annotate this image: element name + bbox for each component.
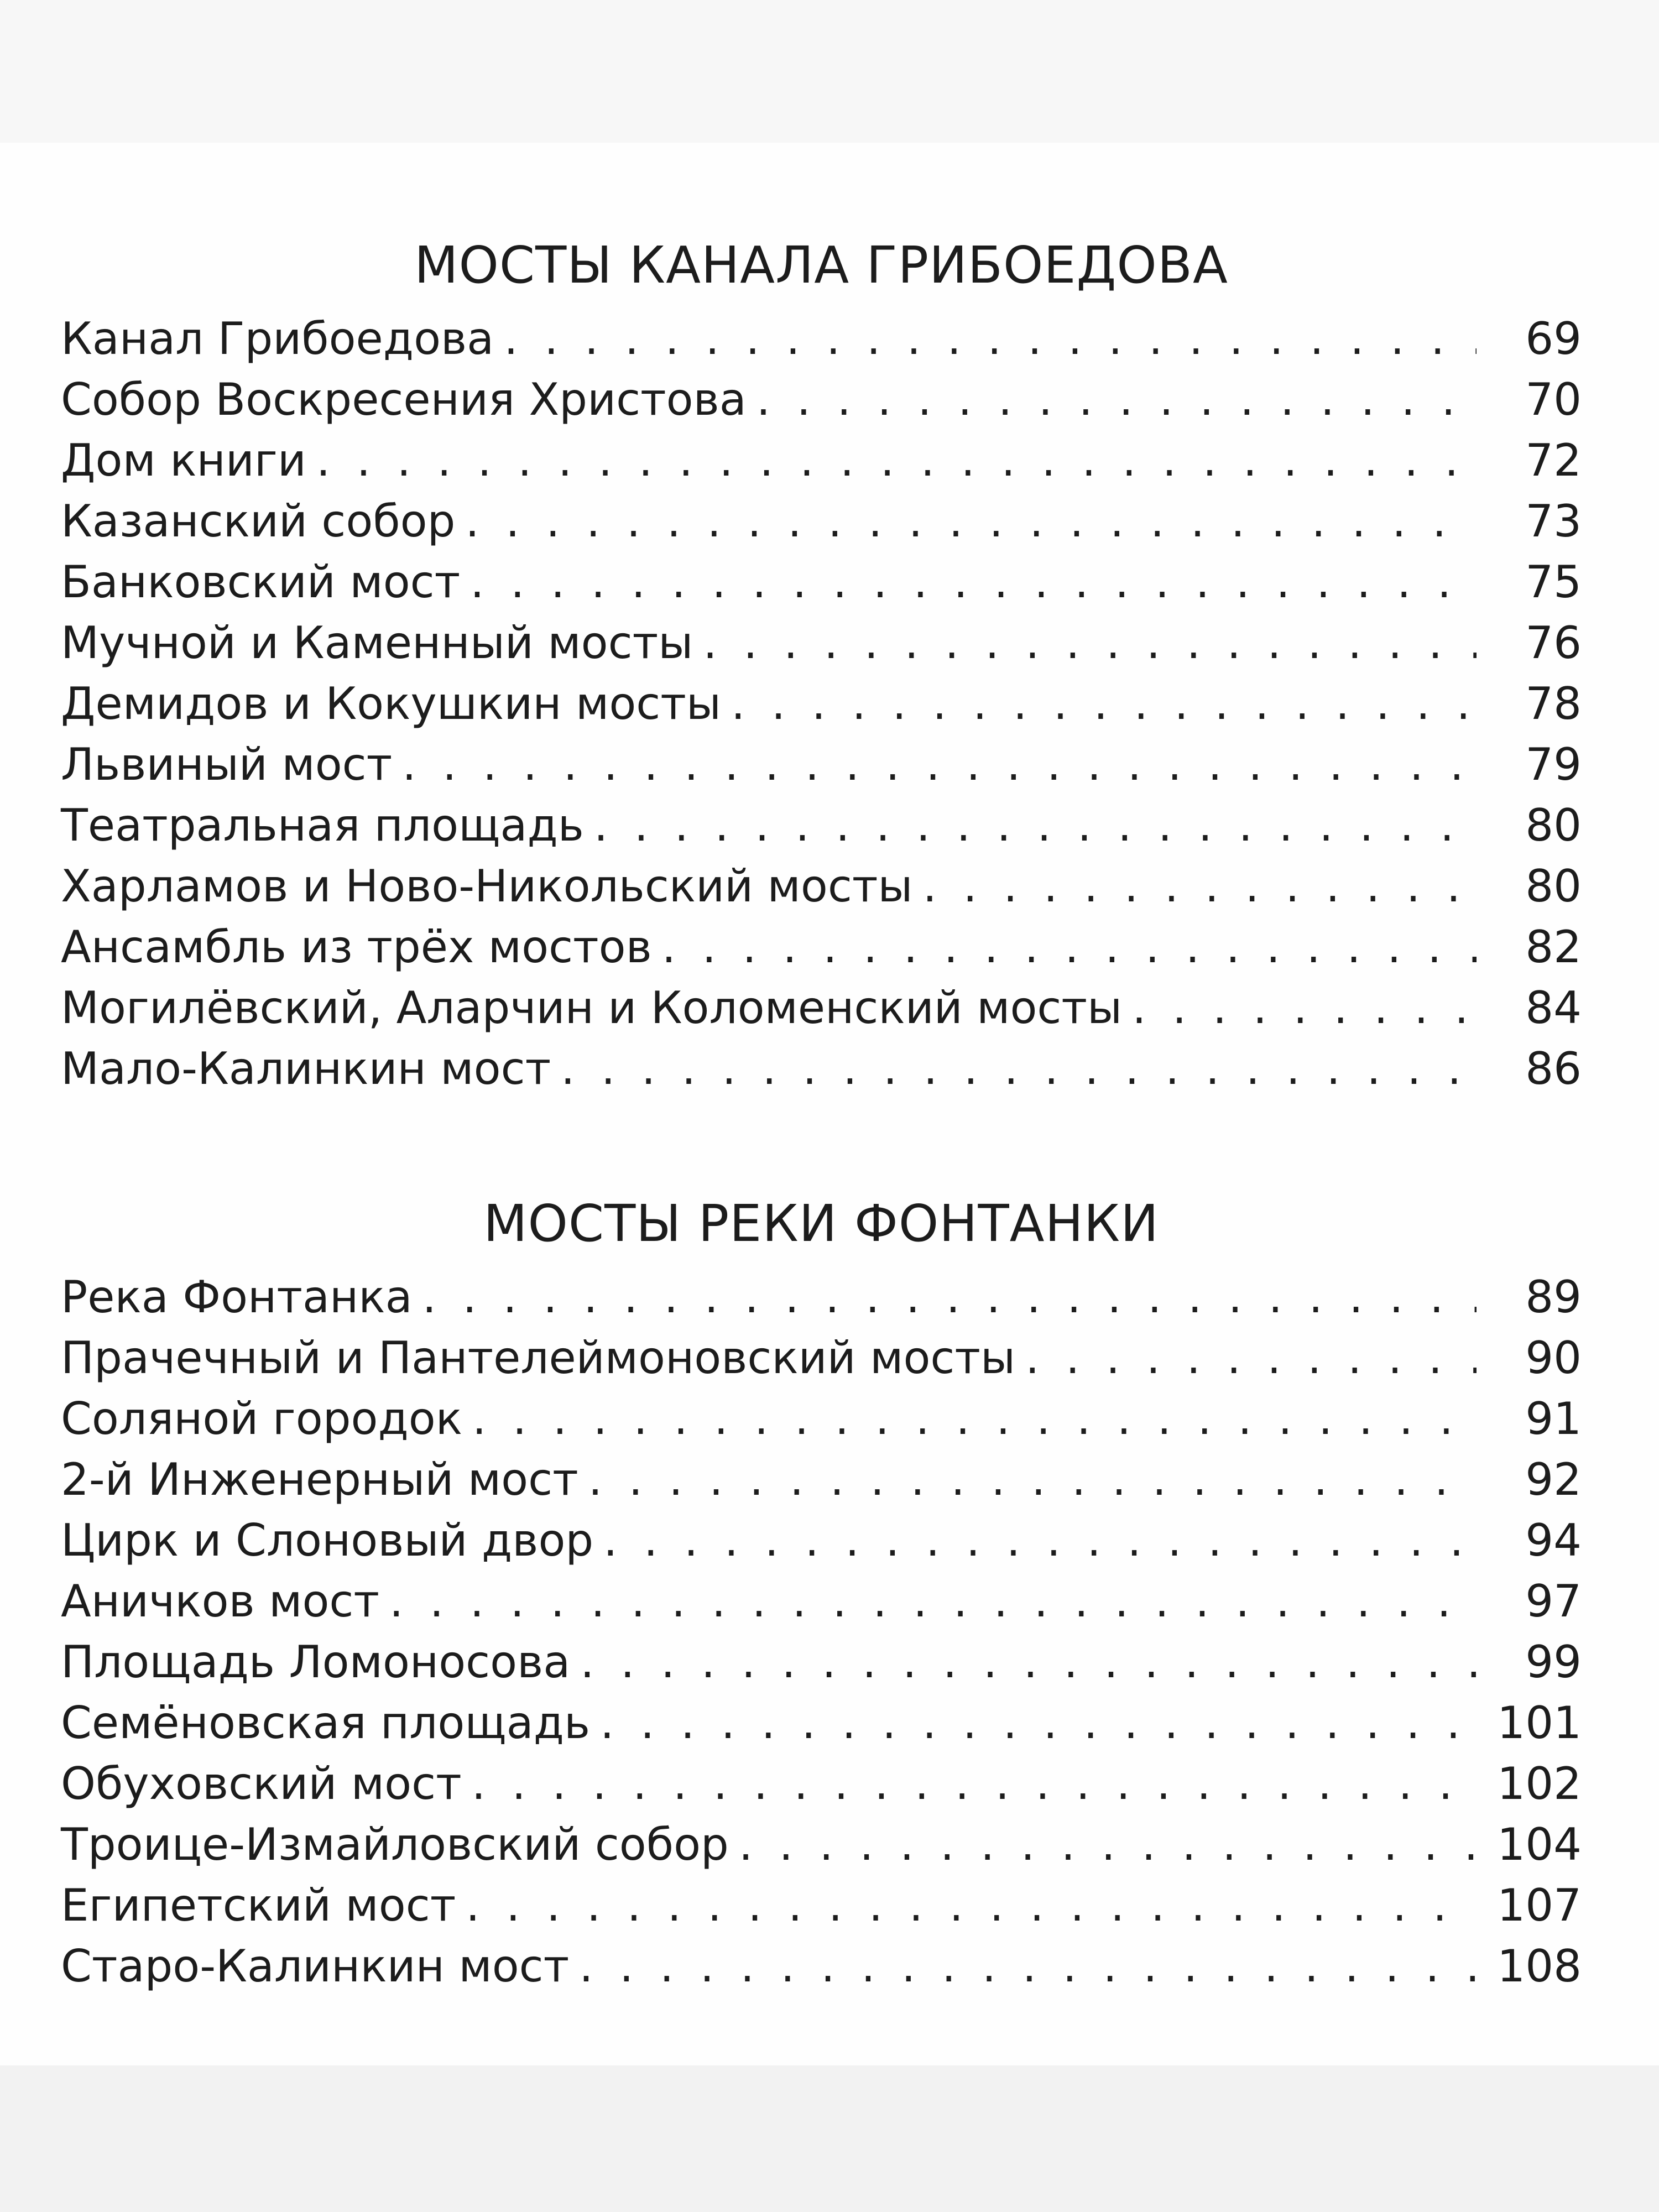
toc-entry[interactable] (61, 369, 1582, 430)
toc-entry-title: Ансамбль из трёх мостов (61, 921, 652, 973)
toc-entry-title: Троице-Измайловский собор (61, 1819, 729, 1870)
toc-entry-page: 84 (1525, 982, 1582, 1034)
dot-leader (1025, 1328, 1477, 1389)
toc-entry-page: 76 (1525, 617, 1582, 669)
toc-entry[interactable] (61, 734, 1582, 795)
toc-entry[interactable] (61, 1267, 1582, 1328)
toc-entry[interactable] (61, 795, 1582, 856)
toc-entry[interactable] (61, 1875, 1582, 1936)
toc-entry-title: Демидов и Кокушкин мосты (61, 678, 722, 729)
toc-entry[interactable] (61, 674, 1582, 734)
toc-entry-title: Египетский мост (61, 1880, 456, 1931)
dot-leader (603, 1510, 1477, 1571)
toc-entry-title: Харламов и Ново-Никольский мосты (61, 860, 913, 912)
toc-entry[interactable] (61, 856, 1582, 917)
toc-entry-page: 69 (1525, 313, 1582, 364)
toc-entry[interactable] (61, 613, 1582, 674)
toc-entry-page: 94 (1525, 1515, 1582, 1566)
dot-leader (579, 1936, 1477, 1997)
dot-leader (739, 1814, 1477, 1875)
toc-entry-page: 78 (1525, 678, 1582, 729)
toc-entry-title: Цирк и Слоновый двор (61, 1515, 594, 1566)
toc-entry[interactable] (61, 1632, 1582, 1693)
toc-entry-title: Аничков мост (61, 1575, 380, 1627)
toc-entry-title: Мучной и Каменный мосты (61, 617, 693, 669)
toc-entry-title: Мало-Калинкин мост (61, 1043, 551, 1094)
toc-entry-page: 104 (1497, 1819, 1582, 1870)
toc-entry[interactable] (61, 1571, 1582, 1632)
toc-entry[interactable] (61, 430, 1582, 491)
toc-entry-page: 75 (1525, 556, 1582, 608)
toc-entry-page: 91 (1525, 1393, 1582, 1444)
toc-entry-title: Соляной городок (61, 1393, 463, 1444)
dot-leader (1132, 978, 1477, 1039)
toc-entry-page: 107 (1497, 1880, 1582, 1931)
toc-entry-page: 70 (1525, 374, 1582, 425)
toc-entry[interactable] (61, 1039, 1582, 1099)
toc-entry[interactable] (61, 917, 1582, 978)
toc-entry-page: 99 (1525, 1636, 1582, 1688)
toc-entry-page: 79 (1525, 739, 1582, 790)
toc-entry-page: 73 (1525, 495, 1582, 547)
toc-entry[interactable] (61, 1814, 1582, 1875)
toc-entry-title: Площадь Ломоносова (61, 1636, 571, 1688)
dot-leader (731, 674, 1477, 734)
toc-entry[interactable] (61, 491, 1582, 552)
page-bottom-margin (0, 2065, 1659, 2212)
toc-entry[interactable] (61, 552, 1582, 613)
toc-entry[interactable] (61, 1936, 1582, 1997)
toc-entry[interactable] (61, 1693, 1582, 1754)
toc-entry-page: 97 (1525, 1575, 1582, 1627)
toc-entry-title: Львиный мост (61, 739, 393, 790)
dot-leader (600, 1693, 1477, 1754)
dot-leader (580, 1632, 1477, 1693)
toc-list-fontanka (61, 1267, 1582, 1997)
toc-entry-page: 86 (1525, 1043, 1582, 1094)
dot-leader (422, 1267, 1477, 1328)
table-of-contents (61, 232, 1582, 1997)
dot-leader (561, 1039, 1477, 1099)
toc-list-griboedov (61, 309, 1582, 1099)
toc-entry-page: 101 (1497, 1697, 1582, 1749)
toc-entry-title: Обуховский мост (61, 1758, 462, 1809)
dot-leader (588, 1449, 1477, 1510)
toc-entry[interactable] (61, 1754, 1582, 1814)
dot-leader (389, 1571, 1477, 1632)
toc-entry-title: Старо-Калинкин мост (61, 1940, 570, 1992)
dot-leader (703, 613, 1477, 674)
dot-leader (470, 552, 1477, 613)
dot-leader (504, 309, 1477, 369)
toc-entry[interactable] (61, 1510, 1582, 1571)
toc-entry-title: Банковский мост (61, 556, 461, 608)
dot-leader (594, 795, 1477, 856)
toc-entry-page: 90 (1525, 1332, 1582, 1384)
section-title-fontanka: МОСТЫ РЕКИ ФОНТАНКИ (483, 1194, 1159, 1253)
toc-entry-page: 72 (1525, 435, 1582, 486)
toc-entry-page: 92 (1525, 1454, 1582, 1505)
section-spacer (61, 1099, 1582, 1191)
toc-entry-page: 82 (1525, 921, 1582, 973)
toc-entry[interactable] (61, 309, 1582, 369)
dot-leader (472, 1389, 1477, 1449)
toc-entry[interactable] (61, 978, 1582, 1039)
toc-entry-page: 80 (1525, 800, 1582, 851)
dot-leader (316, 430, 1477, 491)
dot-leader (465, 491, 1477, 552)
toc-entry-page: 80 (1525, 860, 1582, 912)
toc-entry-page: 89 (1525, 1271, 1582, 1323)
toc-entry-title: 2-й Инженерный мост (61, 1454, 578, 1505)
toc-entry-title: Семёновская площадь (61, 1697, 591, 1749)
toc-entry-title: Театральная площадь (61, 800, 584, 851)
toc-entry-page: 108 (1497, 1940, 1582, 1992)
toc-entry-title: Собор Воскресения Христова (61, 374, 747, 425)
toc-entry-page: 102 (1497, 1758, 1582, 1809)
toc-entry[interactable] (61, 1449, 1582, 1510)
dot-leader (662, 917, 1477, 978)
page-top-margin (0, 0, 1659, 143)
dot-leader (923, 856, 1477, 917)
toc-entry-title: Дом книги (61, 435, 306, 486)
toc-entry[interactable] (61, 1328, 1582, 1389)
toc-entry-title: Река Фонтанка (61, 1271, 413, 1323)
toc-entry-title: Прачечный и Пантелеймоновский мосты (61, 1332, 1016, 1384)
dot-leader (757, 369, 1477, 430)
toc-entry[interactable] (61, 1389, 1582, 1449)
dot-leader (402, 734, 1477, 795)
dot-leader (466, 1875, 1477, 1936)
toc-entry-title: Казанский собор (61, 495, 456, 547)
toc-entry-title: Могилёвский, Аларчин и Коломенский мосты (61, 982, 1123, 1034)
toc-entry-title: Канал Грибоедова (61, 313, 494, 364)
section-title-griboedov: МОСТЫ КАНАЛА ГРИБОЕДОВА (414, 236, 1228, 295)
dot-leader (472, 1754, 1477, 1814)
